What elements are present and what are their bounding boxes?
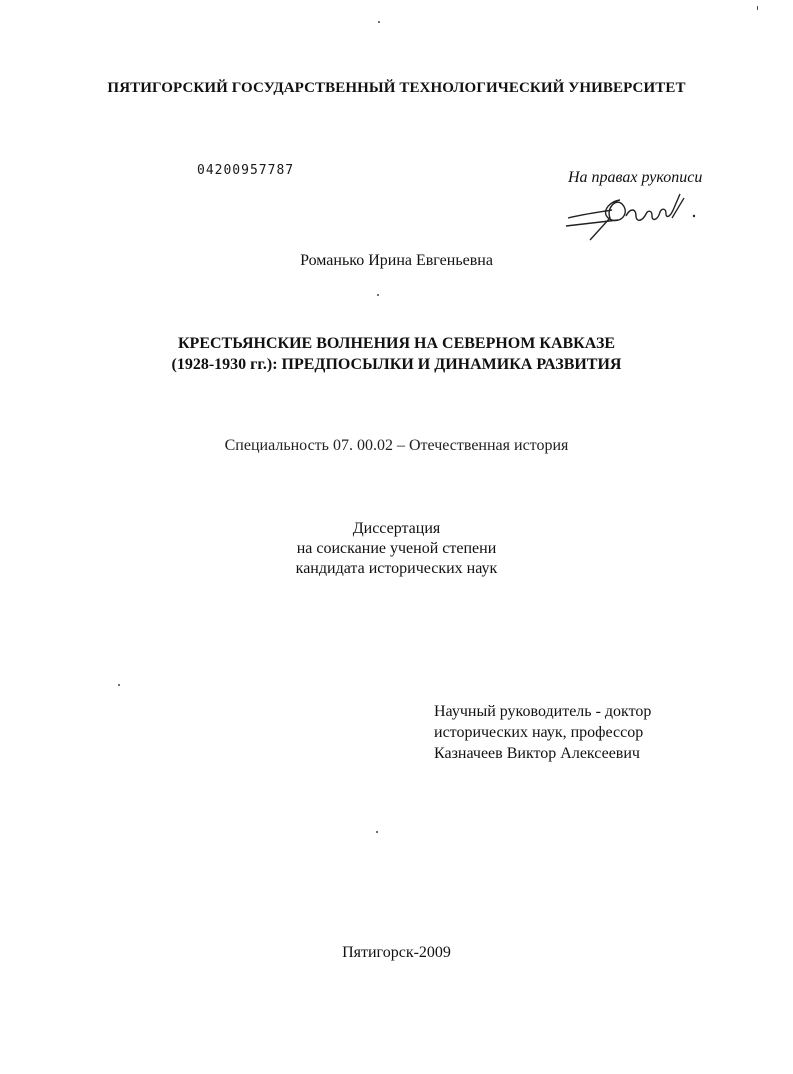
author-name: Романько Ирина Евгеньевна xyxy=(300,252,493,269)
scan-speck xyxy=(118,684,120,686)
scan-speck xyxy=(378,21,380,23)
specialty: Специальность 07. 00.02 – Отечественная история xyxy=(224,437,569,454)
work-type-line: на соискание ученой степени xyxy=(296,540,497,557)
scan-speck xyxy=(377,294,379,296)
work-type-line: Диссертация xyxy=(352,520,441,537)
title-line: (1928-1930 гг.): ПРЕДПОСЫЛКИ И ДИНАМИКА РАЗВИТИЯ xyxy=(171,356,622,373)
work-type xyxy=(0,519,793,579)
scan-speck xyxy=(376,831,378,833)
work-type-line: кандидата исторических наук xyxy=(295,560,498,577)
title-line: КРЕСТЬЯНСКИЕ ВОЛНЕНИЯ НА СЕВЕРНОМ КАВКАЗЕ xyxy=(177,335,616,352)
dissertation-title xyxy=(0,333,793,375)
university-name: ПЯТИГОРСКИЙ ГОСУДАРСТВЕННЫЙ ТЕХНОЛОГИЧЕСКИЙ УНИВЕРСИТЕТ xyxy=(107,80,686,96)
advisor-line: исторических наук, профессор xyxy=(434,724,644,741)
manuscript-rights-note: На правах рукописи xyxy=(568,169,703,186)
advisor-line: Казначеев Виктор Алексеевич xyxy=(434,745,640,762)
author-signature xyxy=(560,188,710,244)
city-and-year: Пятигорск-2009 xyxy=(342,944,451,961)
advisor-line: Научный руководитель - доктор xyxy=(434,703,652,720)
archive-number: 04200957787 xyxy=(197,163,295,178)
scientific-advisor xyxy=(434,701,651,764)
scan-speck xyxy=(757,6,758,10)
